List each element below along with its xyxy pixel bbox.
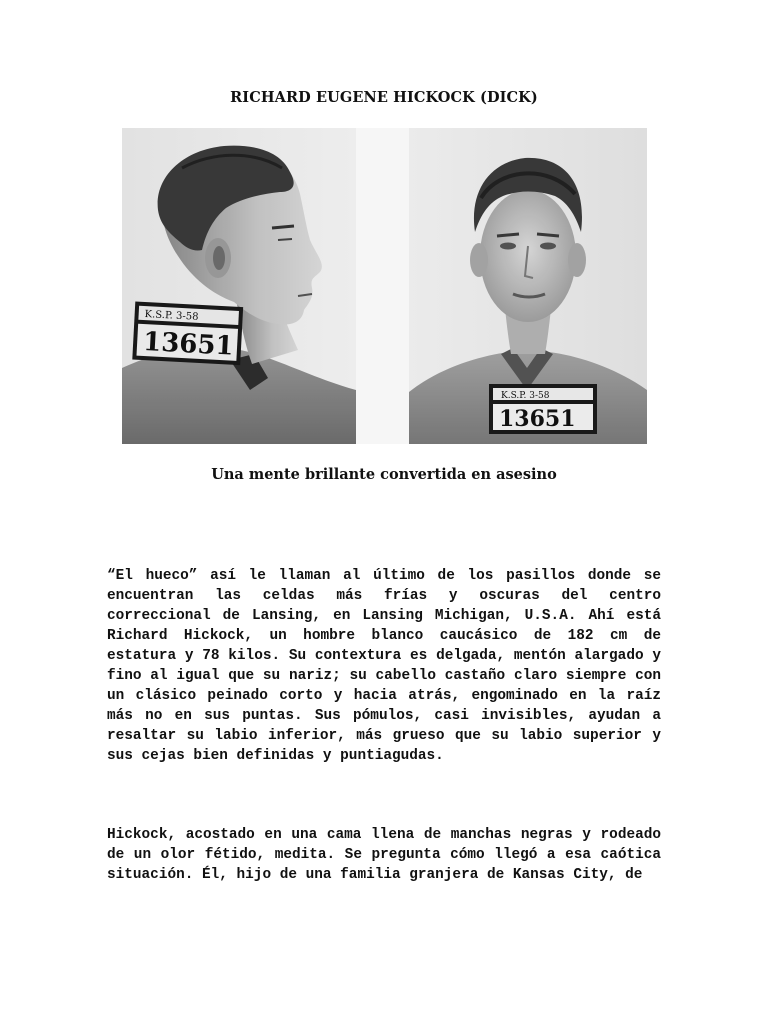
- body-paragraph-2: Hickock, acostado en una cama llena de manchas negras y rodeado de un olor fétido, medita. Se pregunta cómo llegó a esa caótica situación. Él, hijo de una familia granjera de Kansas City, de: [107, 827, 661, 883]
- profile-photo: [122, 128, 356, 444]
- front-plate-number: 13651: [499, 406, 576, 432]
- front-photo: [409, 128, 647, 444]
- front-plate-top: K.S.P. 3-58: [501, 391, 550, 401]
- profile-plate-top: K.S.P. 3-58: [144, 309, 199, 323]
- body-paragraph-1: “El hueco” así le llaman al último de los pasillos donde se encuentran las celdas más frías y oscuras del centro correccional de Lansing, en Lansing Michigan, U.S.A. Ahí está Richard Hickock, un hombre blanco caucásico de 182 cm de estatura y 78 kilos. Su contextura es delgada, mentón alargado y fino al igual que su nariz; su cabello castaño claro siempre con un clásico peinado corto y hacia atrás, engominado en la raíz más no en sus puntas. Sus pómulos, casi invisibles, ayudan a resaltar su labio inferior, más grueso que su labio superior y sus cejas bien definidas y puntiagudas.: [107, 568, 661, 764]
- profile-plate-number: 13651: [142, 327, 235, 362]
- page-title: RICHARD EUGENE HICKOCK (DICK): [230, 89, 538, 106]
- photo-caption: Una mente brillante convertida en asesino: [211, 466, 557, 483]
- photo-divider: [356, 128, 409, 444]
- mugshot-photos: [122, 128, 647, 444]
